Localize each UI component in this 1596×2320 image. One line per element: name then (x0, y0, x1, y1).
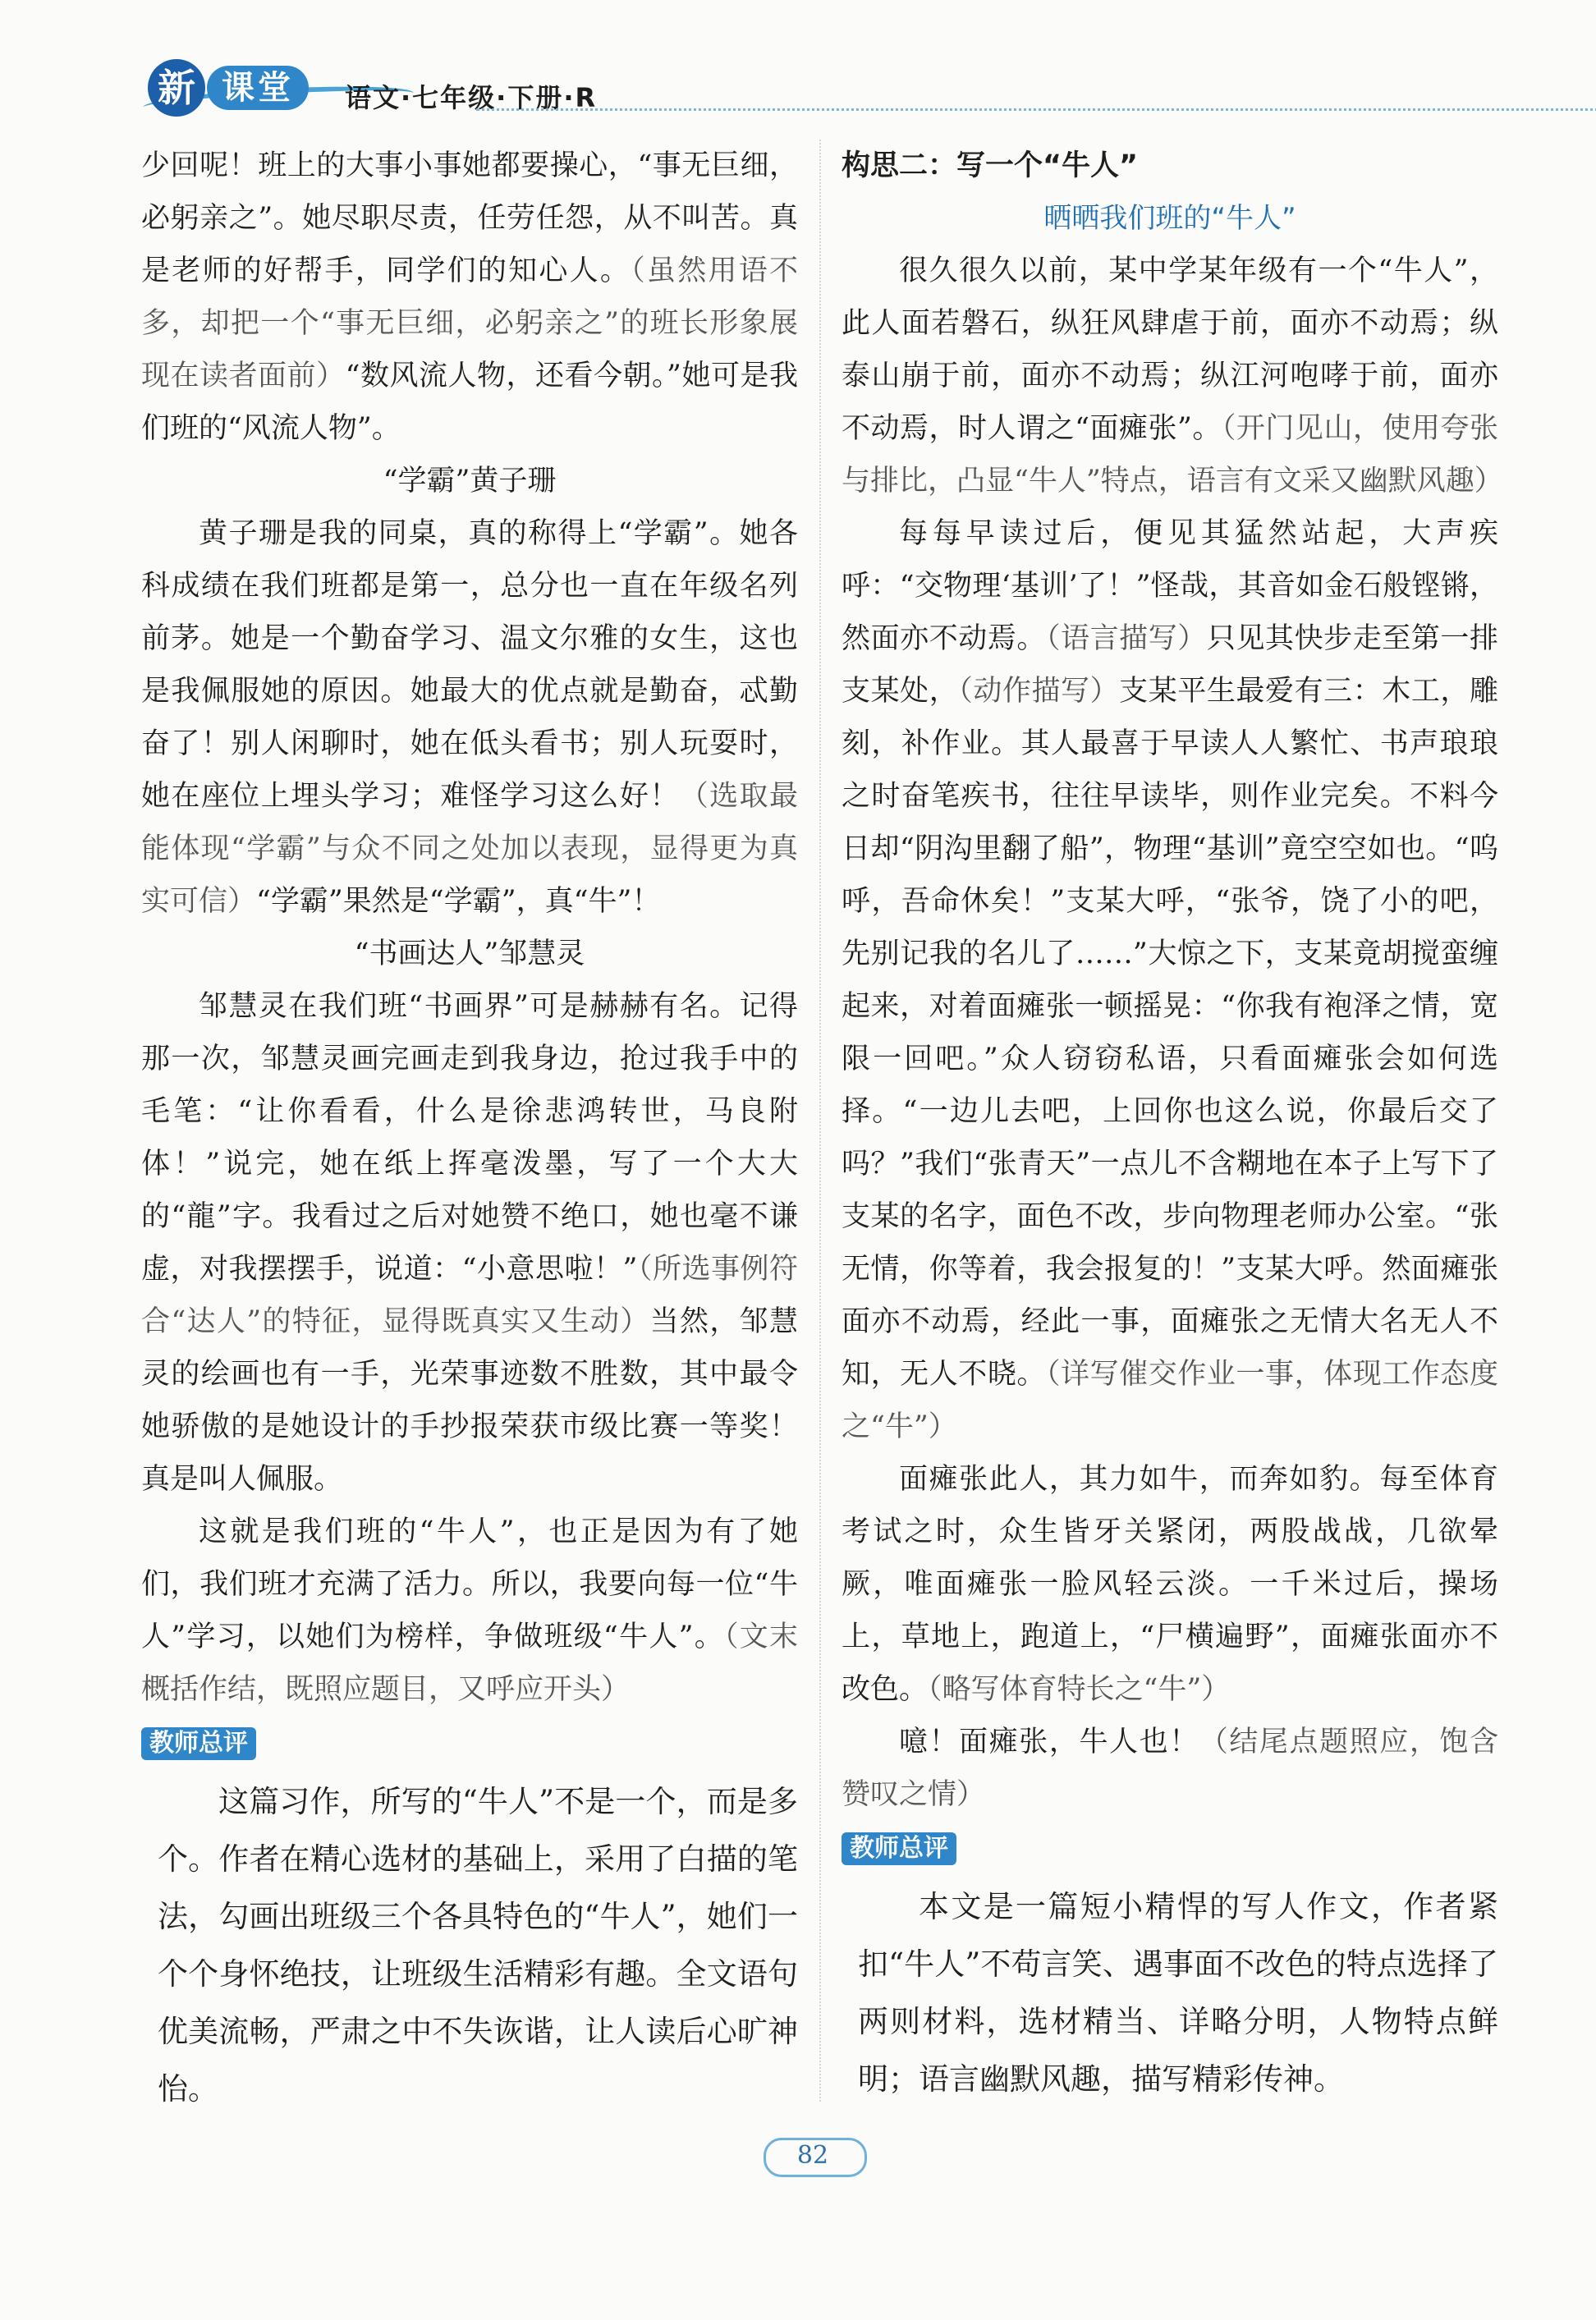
comment-text: 这篇习作，所写的“牛人”不是一个，而是多个。作者在精心选材的基础上，采用了白描的笔法，勾画出班级三个各具特色的“牛人”，她们一个个身怀绝技，让班级生活精彩有趣。全文语句优美流畅，严肃之中不失诙谐，让人读后心旷神怡。 (158, 1784, 798, 2107)
left-column (141, 140, 798, 2118)
comment-text: 本文是一篇短小精悍的写人作文，作者紧扣“牛人”不苟言笑、遇事面不改色的特点选择了两则材料，选材精当、详略分明，人物特点鲜明；语言幽默风趣，描写精彩传神。 (858, 1889, 1498, 2097)
annotation: （动作描写） (958, 675, 1120, 708)
paragraph: 面瘫张此人，其力如牛，而奔如豹。每至体育考试之时，众生皆牙关紧闭，两股战战，几欲晕厥，唯面瘫张一脸风轻云淡。一千米过后，操场上，草地上，跑道上，“尸横遍野”，面瘫张面亦不改色。（略写体育特长之“牛”） (842, 1463, 1498, 1706)
annotation: （所选事例符合“达人”的特征，显得既真实又生动） (141, 1253, 798, 1338)
paragraph: 每每早读过后，便见其猛然站起，大声疾呼：“交物理‘基训’了！”怪哉，其音如金石般铿锵，然面亦不动焉。（语言描写）只见其快步走至第一排支某处，（动作描写）支某平生最爱有三：木工，雕刻，补作业。其人最喜于早读人人繁忙、书声琅琅之时奋笔疾书，往往早读毕，则作业完矣。不料今日却“阴沟里翻了船”，物理“基训”竟空空如也。“呜呼，吾命休矣！”支某大呼，“张爷，饶了小的吧，先别记我的名儿了……”大惊之下，支某竟胡搅蛮缠起来，对着面瘫张一顿摇晃：“你我有袍泽之情，宽限一回吧。”众人窃窃私语，只看面瘫张会如何选择。“一边儿去吧，上回你也这么说，你最后交了吗？”我们“张青天”一点儿不含糊地在本子上写下了支某的名字，面色不改，步向物理老师办公室。“张无情，你等着，我会报复的！”支某大呼。然面瘫张面亦不动焉，经此一事，面瘫张之无情大名无人不知，无人不晓。（详写催交作业一事，体现工作态度之“牛”） (842, 517, 1498, 1443)
section-heading: 构思二：写一个“牛人” (842, 149, 1139, 182)
page-header (140, 59, 1486, 125)
essay-title: 晒晒我们班的“牛人” (1043, 202, 1296, 235)
subject-label: 语文·七年级·下册·R (345, 82, 598, 113)
paragraph: 黄子珊是我的同桌，真的称得上“学霸”。她各科成绩在我们班都是第一，总分也一直在年级名列前茅。她是一个勤奋学习、温文尔雅的女生，这也是我佩服她的原因。她最大的优点就是勤奋，忒勤奋了！别人闲聊时，她在低头看书；别人玩耍时，她在座位上埋头学习；难怪学习这么好！（选取最能体现“学霸”与众不同之处加以表现，显得更为真实可信）“学霸”果然是“学霸”，真“牛”！ (141, 517, 798, 918)
annotation: （结尾点题照应，饱含赞叹之情） (842, 1726, 1498, 1811)
annotation: （文末概括作结，既照应题目，又呼应开头） (141, 1621, 798, 1706)
logo-char: 新 (148, 59, 205, 117)
header-rule (476, 108, 1596, 111)
paragraph: 这就是我们班的“牛人”，也正是因为有了她们，我们班才充满了活力。所以，我要向每一位“牛人”学习，以她们为榜样，争做班级“牛人”。（文末概括作结，既照应题目，又呼应开头） (141, 1515, 798, 1706)
section-title: “书画达人”邹慧灵 (354, 938, 585, 970)
logo-text: 课堂 (207, 66, 309, 110)
teacher-comment-badge: 教师总评 (842, 1832, 956, 1865)
right-column (842, 140, 1503, 2108)
paragraph: 噫！面瘫张，牛人也！（结尾点题照应，饱含赞叹之情） (842, 1726, 1498, 1811)
paragraph: 很久很久以前，某中学某年级有一个“牛人”，此人面若磐石，纵狂风肆虐于前，面亦不动焉；纵泰山崩于前，面亦不动焉；纵江河咆哮于前，面亦不动焉，时人谓之“面瘫张”。（开门见山，使用夸张与排比，凸显“牛人”特点，语言有文采又幽默风趣） (842, 254, 1503, 497)
annotation: （虽然用语不多，却把一个“事无巨细，必躬亲之”的班长形象展现在读者面前） (141, 254, 798, 392)
paragraph: 少回呢！班上的大事小事她都要操心，“事无巨细，必躬亲之”。她尽职尽责，任劳任怨，从不叫苦。真是老师的好帮手，同学们的知心人。（虽然用语不多，却把一个“事无巨细，必躬亲之”的班长形象展现在读者面前）“数风流人物，还看今朝。”她可是我们班的“风流人物”。 (141, 149, 798, 445)
brand-logo (140, 59, 328, 117)
paragraph: 邹慧灵在我们班“书画界”可是赫赫有名。记得那一次，邹慧灵画完画走到我身边，抢过我手中的毛笔：“让你看看，什么是徐悲鸿转世，马良附体！”说完，她在纸上挥毫泼墨，写了一个大大的“龍”字。我看过之后对她赞不绝口，她也毫不谦虚，对我摆摆手，说道：“小意思啦！”（所选事例符合“达人”的特征，显得既真实又生动）当然，邹慧灵的绘画也有一手，光荣事迹数不胜数，其中最令她骄傲的是她设计的手抄报荣获市级比赛一等奖！真是叫人佩服。 (141, 990, 798, 1496)
annotation: （开门见山，使用夸张与排比，凸显“牛人”特点，语言有文采又幽默风趣） (842, 412, 1503, 497)
annotation: （选取最能体现“学霸”与众不同之处加以表现，显得更为真实可信） (141, 780, 798, 918)
column-divider (819, 140, 821, 2102)
annotation: （略写体育特长之“牛”） (928, 1673, 1231, 1706)
teacher-comment (158, 1773, 798, 2118)
annotation: （详写催交作业一事，体现工作态度之“牛”） (842, 1358, 1498, 1443)
section-title: “学霸”黄子珊 (383, 465, 557, 497)
page-number: 82 (755, 2134, 870, 2176)
teacher-comment (858, 1878, 1498, 2108)
teacher-comment-badge: 教师总评 (141, 1727, 256, 1760)
annotation: （语言描写） (1045, 622, 1207, 655)
